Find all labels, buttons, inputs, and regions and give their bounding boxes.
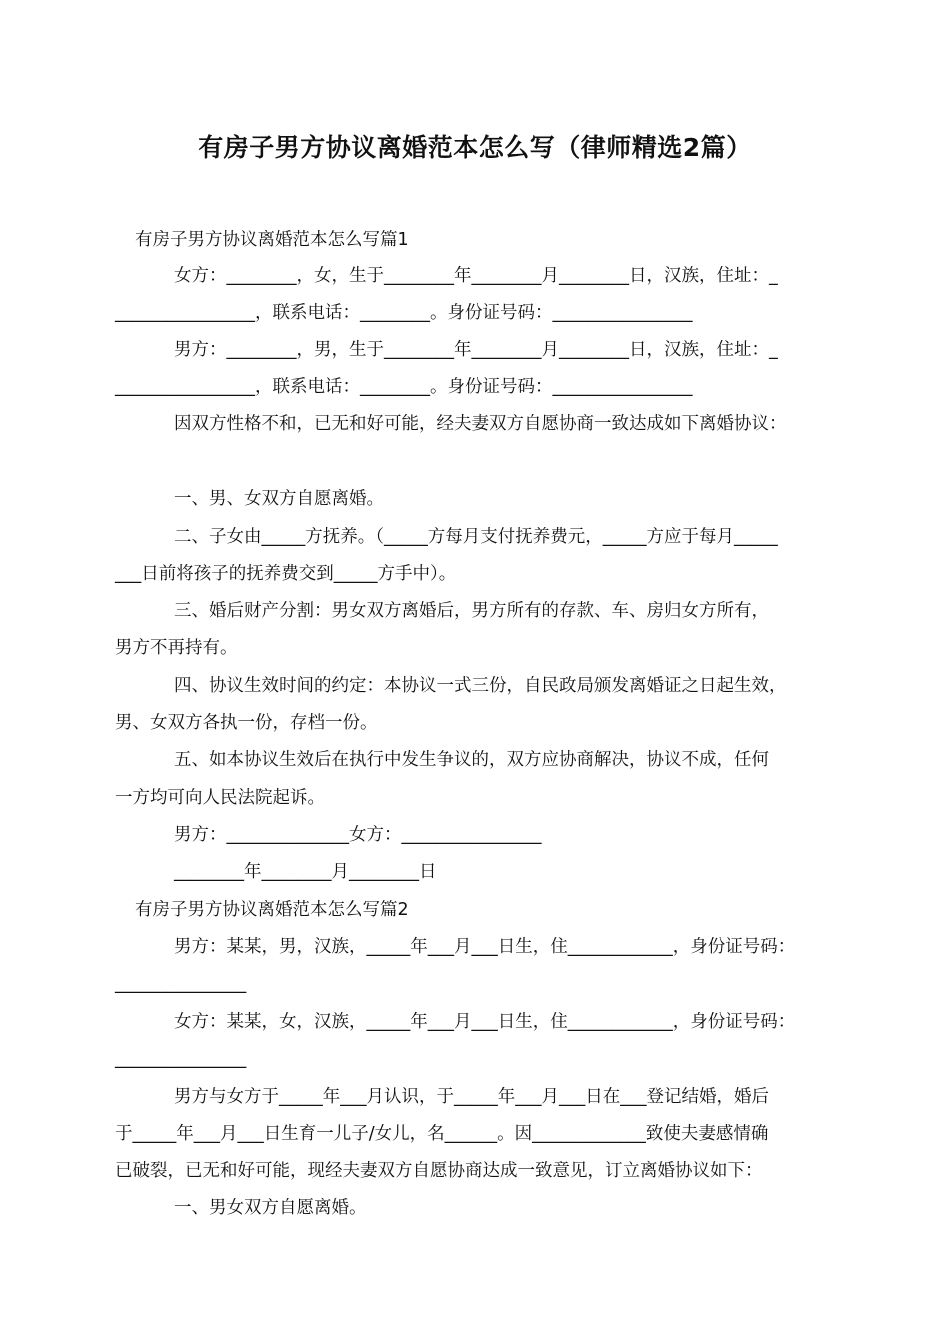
- paragraph-line: 男、女双方各执一份，存档一份。: [115, 713, 378, 733]
- paragraph-line: ___日前将孩子的抚养费交到_____方手中）。: [115, 564, 457, 584]
- paragraph-line: _______________: [115, 974, 247, 994]
- document-title: 有房子男方协议离婚范本怎么写（律师精选2篇）: [198, 133, 752, 162]
- section-heading-1: 有房子男方协议离婚范本怎么写篇1: [135, 230, 409, 250]
- paragraph-line: 因双方性格不和，已无和好可能，经夫妻双方自愿协商一致达成如下离婚协议：: [174, 414, 787, 434]
- paragraph-line: 男方：某某，男，汉族，_____年___月___日生，住____________，身份证号码：: [174, 937, 796, 957]
- paragraph-line: _______________: [115, 1049, 247, 1069]
- paragraph-line: 三、婚后财产分割：男女双方离婚后，男方所有的存款、车、房归女方所有，: [174, 601, 769, 621]
- paragraph-line: 男方与女方于_____年___月认识，于_____年___月___日在___登记结婚，婚后: [174, 1087, 769, 1107]
- paragraph-line: ________________，联系电话：________。身份证号码：________________: [115, 377, 693, 397]
- paragraph-line: 已破裂，已无和好可能，现经夫妻双方自愿协商达成一致意见，订立离婚协议如下：: [115, 1161, 763, 1181]
- paragraph-line: 一、男、女双方自愿离婚。: [174, 489, 384, 509]
- paragraph-line: 女方：某某，女，汉族，_____年___月___日生，住____________，身份证号码：: [174, 1012, 796, 1032]
- paragraph-line: 女方：________，女，生于________年________月________日，汉族，住址：_: [174, 266, 778, 286]
- paragraph-line: ________________，联系电话：________。身份证号码：________________: [115, 303, 693, 323]
- paragraph-line: 男方：________，男，生于________年________月________日，汉族，住址：_: [174, 340, 778, 360]
- signature-line: 男方：______________女方：________________: [174, 825, 542, 845]
- paragraph-line: 男方不再持有。: [115, 638, 238, 658]
- date-line: ________年________月________日: [174, 862, 437, 882]
- paragraph-line: 二、子女由_____方抚养。（_____方每月支付抚养费元，_____方应于每月_____: [174, 527, 778, 547]
- paragraph-line: 五、如本协议生效后在执行中发生争议的，双方应协商解决，协议不成，任何: [174, 750, 769, 770]
- paragraph-line: 一方均可向人民法院起诉。: [115, 788, 325, 808]
- section-heading-2: 有房子男方协议离婚范本怎么写篇2: [135, 900, 409, 920]
- paragraph-line: 于_____年___月___日生育一儿子/女儿，名______。因_____________致使夫妻感情确: [115, 1124, 769, 1144]
- paragraph-line: 一、男女双方自愿离婚。: [174, 1198, 367, 1218]
- paragraph-line: 四、协议生效时间的约定：本协议一式三份，自民政局颁发离婚证之日起生效，: [174, 676, 787, 696]
